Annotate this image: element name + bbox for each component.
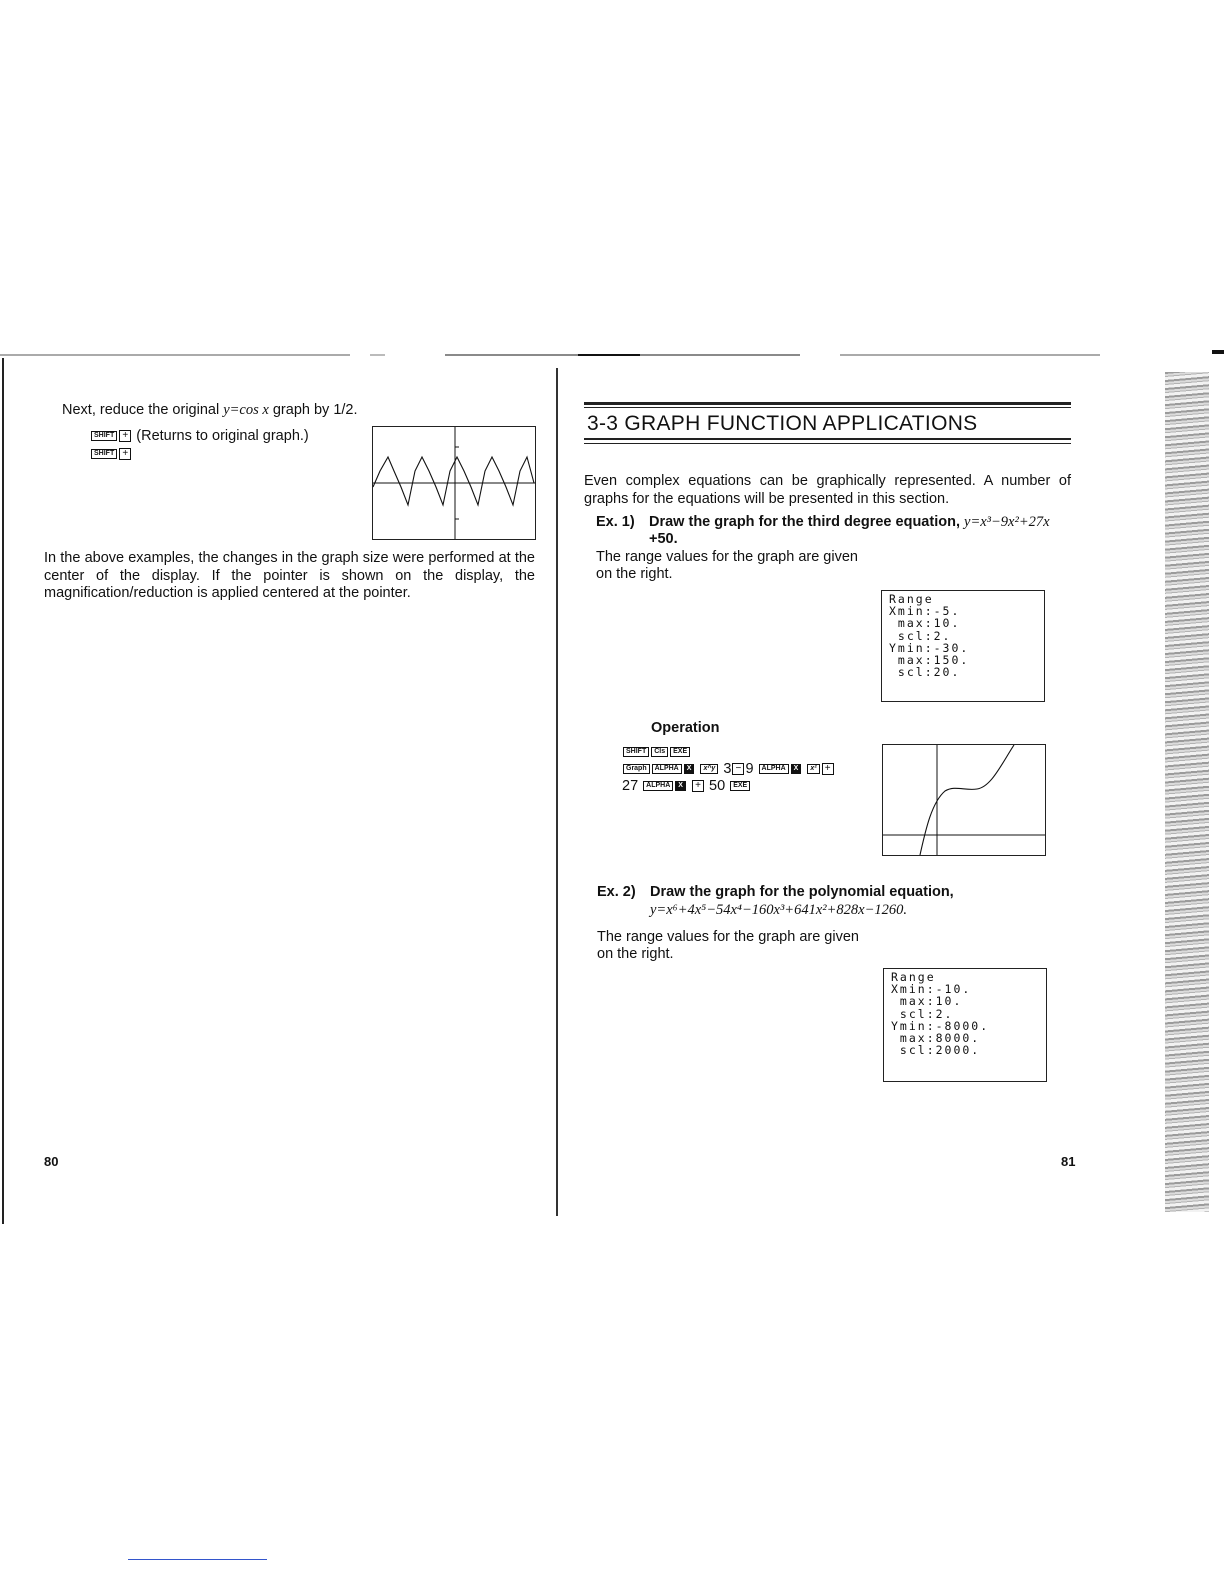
left-intro-prefix: Next, reduce the original (62, 402, 224, 418)
left-intro-suffix: graph by 1/2. (268, 402, 358, 418)
title-rule-bottom-thin (584, 443, 1071, 444)
ex1-range-screen (881, 590, 1045, 702)
power-key: x^y (700, 764, 718, 774)
bottom-blue-line (128, 1559, 267, 1560)
operation-heading: Operation (651, 720, 720, 736)
cls-key: Cls (651, 747, 668, 757)
exe-key: EXE (730, 781, 750, 791)
operation-line-3 (622, 778, 751, 795)
cos-graph-screen (372, 426, 536, 540)
shift-key: SHIFT (623, 747, 649, 757)
cos-curve (373, 457, 534, 505)
ex2-range-text-1: The range values for the graph are given (597, 929, 859, 945)
left-edge-line (2, 358, 4, 1224)
ex2-range-text-2: on the right. (597, 946, 674, 962)
ex1-label: Ex. 1) (596, 514, 635, 530)
operation-line-1 (622, 744, 691, 761)
ex1-range-text-1: The range values for the graph are given (596, 549, 858, 565)
cubic-curve (920, 745, 1014, 855)
plus-key-icon: + (119, 448, 131, 460)
cubic-graph-svg (883, 745, 1045, 855)
left-paragraph: In the above examples, the changes in the graph size were performed at the center of the display. If the pointer is shown on the display, the magnification/reduction is applied centered at the pointer. (44, 550, 535, 601)
shift-key: SHIFT (91, 431, 117, 441)
left-keyline-1 (90, 428, 370, 445)
alpha-key: ALPHA (643, 781, 673, 791)
ex2-range-values: Range Xmin:-10. max:10. scl:2. Ymin:-8000. max:8000. scl:2000. (891, 970, 990, 1058)
graph-key: Graph (623, 764, 650, 774)
ex1-line (649, 514, 1074, 531)
alpha-key: ALPHA (759, 764, 789, 774)
ex2-label: Ex. 2) (597, 884, 636, 900)
exe-key: EXE (670, 747, 690, 757)
plus-key-icon: + (692, 780, 704, 792)
cos-graph-svg (373, 427, 535, 539)
right-edge-texture (1165, 372, 1209, 1212)
x-key: X (675, 781, 686, 791)
ex1-range-values: Range Xmin:-5. max:10. scl:2. Ymin:-30. max:150. scl:20. (889, 592, 970, 680)
num-50: 50 (709, 778, 726, 794)
left-keyline-2 (90, 446, 210, 463)
alpha-key: ALPHA (652, 764, 682, 774)
num-27: 27 (622, 778, 639, 794)
left-keyline-1-text: (Returns to original graph.) (136, 428, 309, 444)
left-page-number: 80 (44, 1154, 59, 1169)
num-9: 9 (745, 761, 754, 777)
ex1-formula-cont: +50. (649, 531, 678, 547)
plus-key-icon: + (822, 763, 834, 775)
ex1-text: Draw the graph for the third degree equation, (649, 514, 960, 530)
ex2-formula: y=x⁶+4x⁵−54x⁴−160x³+641x²+828x−1260. (650, 902, 907, 918)
ex1-formula: y=x³−9x²+27x (964, 514, 1050, 530)
operation-line-2 (622, 761, 835, 778)
shift-key: SHIFT (91, 449, 117, 459)
title-rule-bottom (584, 438, 1071, 440)
left-intro (62, 402, 402, 419)
center-gutter (556, 368, 558, 1216)
top-scan-rules (0, 350, 1224, 360)
right-page-number: 81 (1061, 1154, 1076, 1169)
right-intro: Even complex equations can be graphically represented. A number of graphs for the equations will be presented in this section. (584, 473, 1071, 507)
section-title: 3-3 GRAPH FUNCTION APPLICATIONS (587, 412, 978, 435)
minus-key-icon: − (732, 763, 744, 775)
x-key: X (791, 764, 802, 774)
num-3: 3 (723, 761, 732, 777)
ex1-range-text-2: on the right. (596, 566, 673, 582)
square-key: x² (807, 764, 819, 774)
title-rule-top-thin (584, 407, 1071, 408)
cubic-graph-screen (882, 744, 1046, 856)
ex2-range-screen (883, 968, 1047, 1082)
ex2-text: Draw the graph for the polynomial equation, (650, 884, 954, 900)
title-rule-top (584, 402, 1071, 405)
x-key: X (684, 764, 695, 774)
left-intro-formula: y=cos x (223, 402, 269, 418)
plus-key-icon: + (119, 430, 131, 442)
